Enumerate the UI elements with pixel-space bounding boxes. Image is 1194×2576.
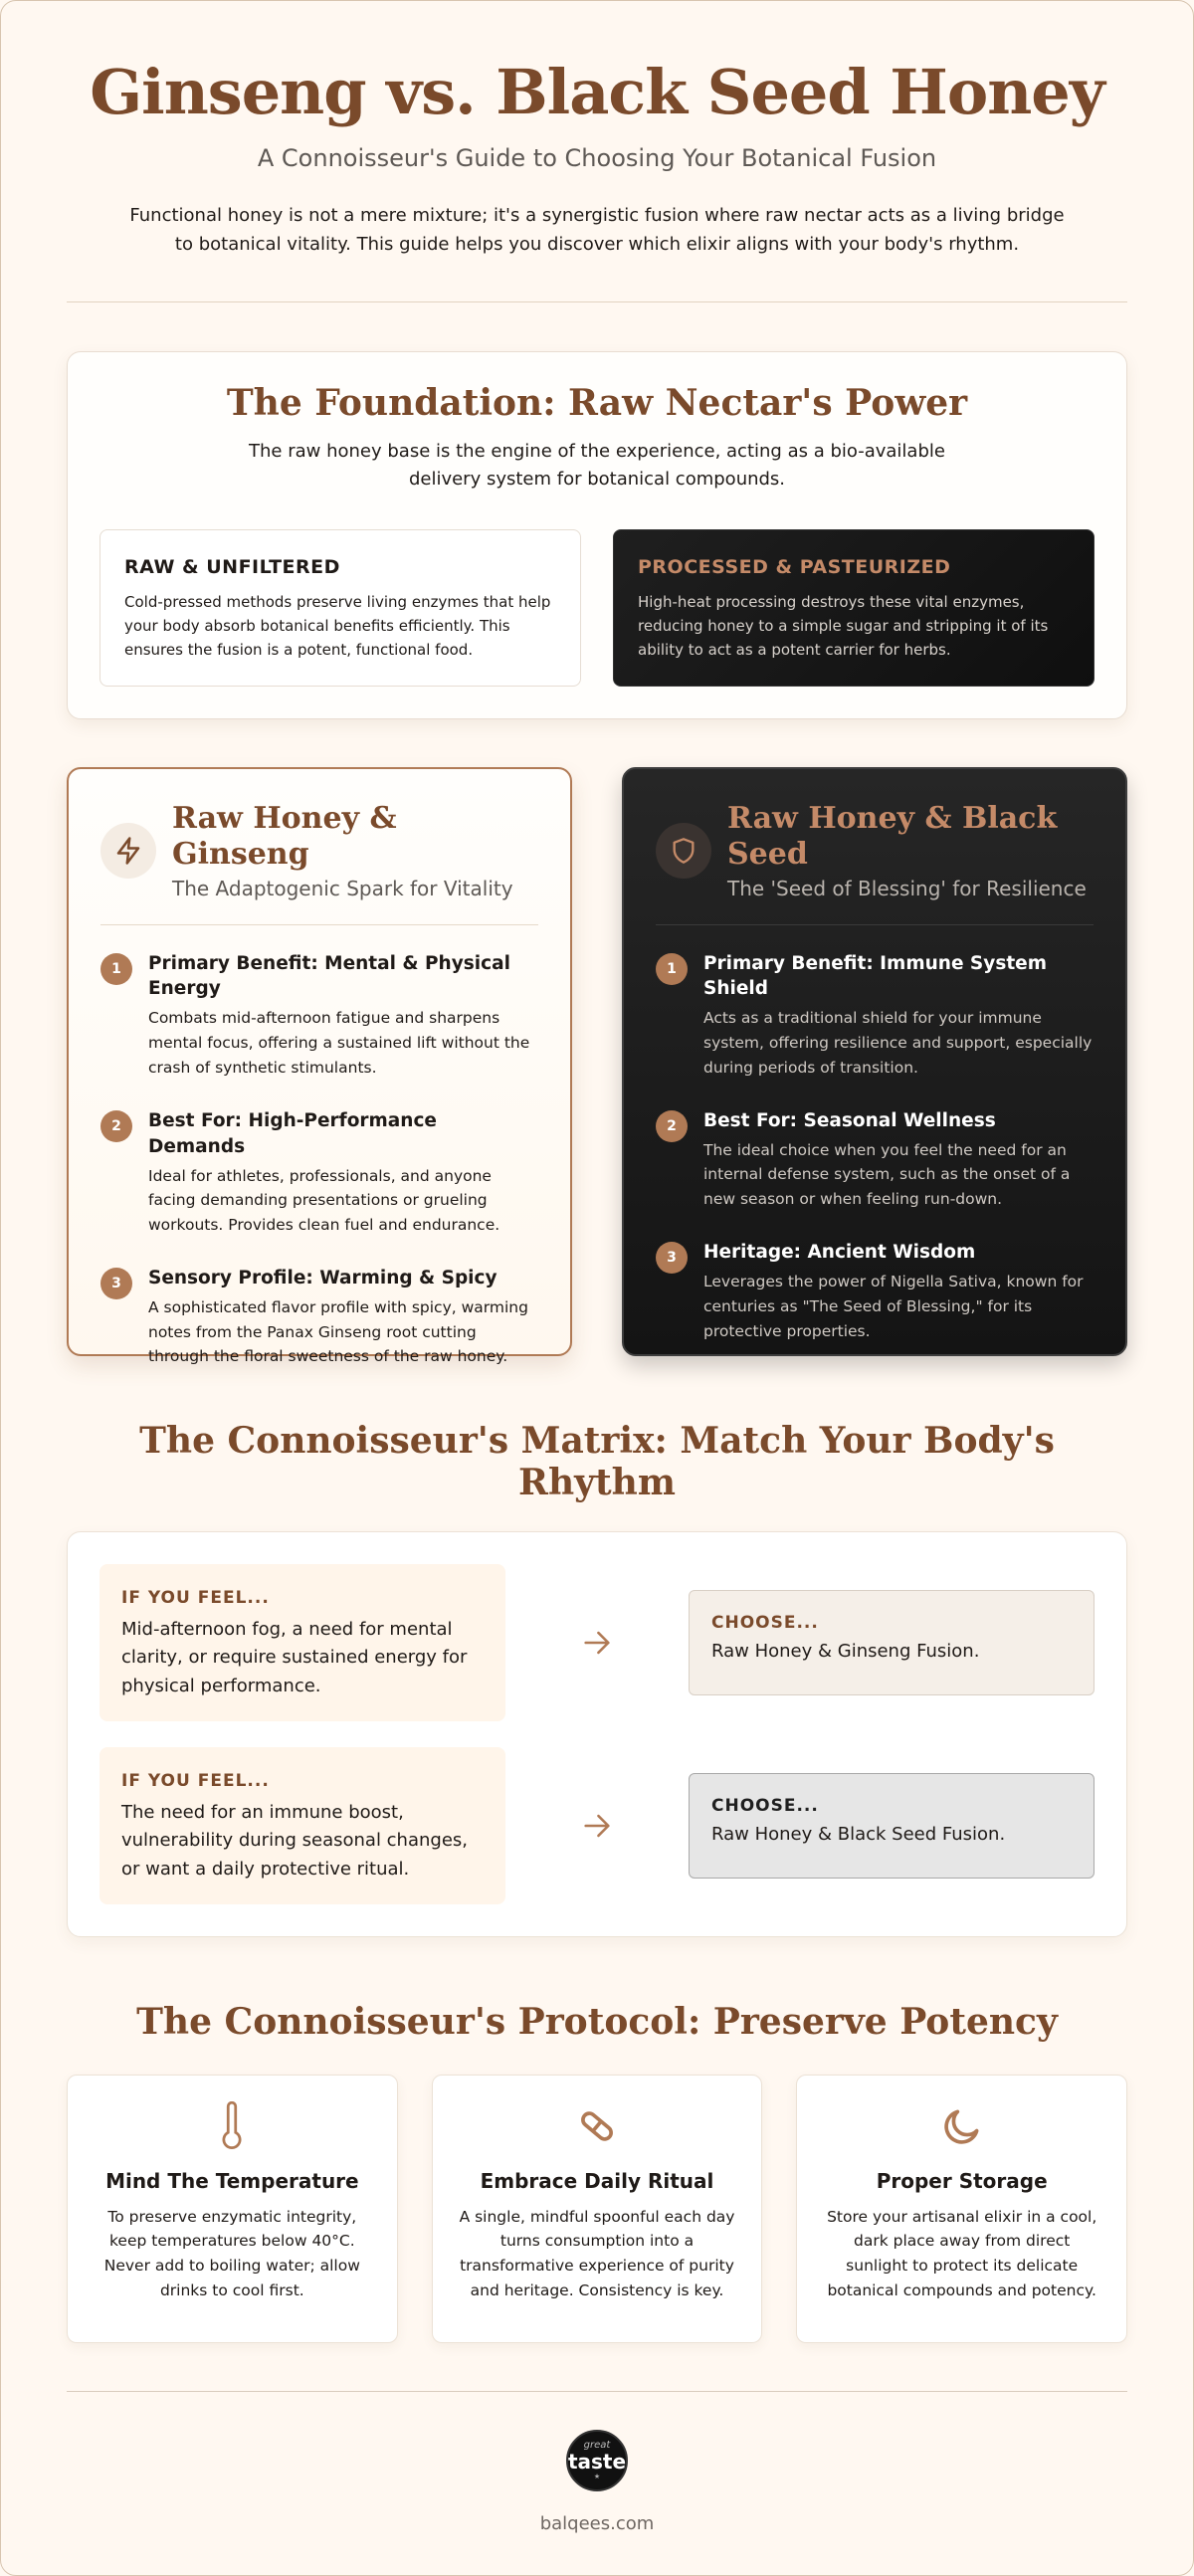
step-number: 1 [656, 953, 688, 985]
step-number: 1 [100, 953, 132, 985]
shield-icon [656, 823, 711, 879]
matrix-section [67, 1531, 1127, 1937]
step-number: 3 [656, 1242, 688, 1274]
step-number: 3 [100, 1268, 132, 1299]
card-title: PROCESSED & PASTEURIZED [638, 555, 951, 578]
list-item [656, 1240, 1094, 1343]
protocol-card-title: Mind The Temperature [105, 2168, 359, 2193]
black-seed-card [622, 767, 1127, 1356]
choose-box [689, 1773, 1094, 1879]
foundation-description: The raw honey base is the engine of the experience, acting as a bio-available delivery system for botanical compounds. [249, 440, 945, 490]
website-link[interactable]: balqees.com [539, 2512, 655, 2534]
protocol-card-text: Store your artisanal elixir in a cool, dark place away from direct sunlight to protect its delicate botanical compounds and potency. [827, 2207, 1097, 2299]
card-text: High-heat processing destroys these vital enzymes, reducing honey to a simple sugar and stripping it of its ability to act as a potent carrier for herbs. [638, 592, 1049, 659]
protocol-card-title: Proper Storage [876, 2168, 1048, 2193]
raw-unfiltered-card [100, 529, 581, 687]
feel-box [100, 1747, 505, 1904]
divider [67, 301, 1127, 302]
feel-label: IF YOU FEEL... [121, 1587, 270, 1608]
intro-paragraph: Functional honey is not a mere mixture; it's a synergistic fusion where raw nectar acts as a living bridge to botanical vitality. This guide helps you discover which elixir aligns with your body's rhythm. [129, 205, 1065, 255]
page-subtitle: A Connoisseur's Guide to Choosing Your Botanical Fusion [257, 144, 937, 173]
pill-icon [459, 2099, 736, 2153]
choose-box [689, 1590, 1094, 1695]
hero [67, 1, 1127, 260]
step-number: 2 [656, 1110, 688, 1142]
foundation-section [67, 351, 1127, 719]
moon-icon [823, 2099, 1100, 2153]
page-title: Ginseng vs. Black Seed Honey [90, 56, 1104, 128]
feel-label: IF YOU FEEL... [121, 1770, 270, 1791]
protocol-card-title: Embrace Daily Ritual [480, 2168, 714, 2193]
choose-label: CHOOSE... [711, 1795, 819, 1816]
matrix-row [100, 1747, 1094, 1904]
step-number: 2 [100, 1110, 132, 1142]
protocol-title: The Connoisseur's Protocol: Preserve Potency [136, 2000, 1058, 2043]
list-item [100, 951, 538, 1081]
item-title: Best For: Seasonal Wellness [703, 1109, 996, 1131]
list-item [656, 951, 1094, 1081]
arrow-right-icon [505, 1626, 689, 1660]
arrow-right-icon [505, 1809, 689, 1843]
product-subtitle: The 'Seed of Blessing' for Resilience [727, 876, 1087, 900]
matrix-row [100, 1564, 1094, 1721]
item-title: Primary Benefit: Immune System Shield [703, 952, 1047, 1000]
ginseng-card [67, 767, 572, 1366]
list-item [100, 1108, 538, 1238]
card-text: Cold-pressed methods preserve living enzymes that help your body absorb botanical benefits efficiently. This ensures the fusion is a potent, functional food. [124, 592, 551, 659]
item-text: Combats mid-afternoon fatigue and sharpens mental focus, offering a sustained lift without the crash of synthetic stimulants. [148, 1009, 530, 1077]
protocol-card-text: A single, mindful spoonful each day turns consumption into a transformative experience of purity and heritage. Consistency is key. [459, 2207, 735, 2299]
badge-top-text: great [583, 2439, 611, 2451]
product-comparison [67, 767, 1127, 1366]
feel-text: Mid-afternoon fog, a need for mental clarity, or require sustained energy for physical performance. [121, 1618, 468, 1697]
item-text: A sophisticated flavor profile with spicy, warming notes from the Panax Ginseng root cutting through the floral sweetness of the raw honey. [148, 1297, 528, 1366]
badge-star: ★ [593, 2472, 601, 2480]
item-title: Sensory Profile: Warming & Spicy [148, 1267, 498, 1288]
choose-text: Raw Honey & Ginseng Fusion. [711, 1640, 980, 1662]
feel-box [100, 1564, 505, 1721]
item-text: Ideal for athletes, professionals, and anyone facing demanding presentations or grueling workouts. Provides clean fuel and endurance. [148, 1166, 500, 1235]
product-title: Raw Honey & Ginseng [172, 800, 397, 872]
protocol-card [796, 2075, 1127, 2343]
list-item [100, 1266, 538, 1369]
protocol-section [67, 2075, 1127, 2343]
item-title: Best For: High-Performance Demands [148, 1109, 437, 1157]
matrix-title: The Connoisseur's Matrix: Match Your Body's Rhythm [139, 1419, 1055, 1503]
item-text: Acts as a traditional shield for your immune system, offering resilience and support, especially during periods of transition. [703, 1009, 1093, 1077]
lightning-icon [100, 823, 156, 879]
item-title: Heritage: Ancient Wisdom [703, 1242, 976, 1264]
footer [67, 2392, 1127, 2534]
product-subtitle: The Adaptogenic Spark for Vitality [172, 876, 513, 900]
card-title: RAW & UNFILTERED [124, 555, 340, 578]
badge-main-text: taste [567, 2449, 627, 2474]
item-title: Primary Benefit: Mental & Physical Energy [148, 952, 510, 1000]
foundation-title: The Foundation: Raw Nectar's Power [226, 381, 968, 424]
great-taste-badge-icon [566, 2430, 628, 2491]
choose-label: CHOOSE... [711, 1612, 819, 1633]
list-item [656, 1108, 1094, 1212]
protocol-card [67, 2075, 398, 2343]
processed-pasteurized-card [613, 529, 1094, 687]
item-text: Leverages the power of Nigella Sativa, known for centuries as "The Seed of Blessing," for its protective properties. [703, 1272, 1084, 1340]
item-text: The ideal choice when you feel the need for an internal defense system, such as the onset of a new season or when feeling run-down. [703, 1140, 1071, 1209]
protocol-card [432, 2075, 763, 2343]
product-title: Raw Honey & Black Seed [727, 800, 1058, 872]
choose-text: Raw Honey & Black Seed Fusion. [711, 1823, 1006, 1845]
feel-text: The need for an immune boost, vulnerability during seasonal changes, or want a daily protective ritual. [121, 1801, 469, 1881]
thermometer-icon [94, 2099, 371, 2153]
protocol-card-text: To preserve enzymatic integrity, keep temperatures below 40°C. Never add to boiling water; allow drinks to cool first. [103, 2207, 360, 2299]
